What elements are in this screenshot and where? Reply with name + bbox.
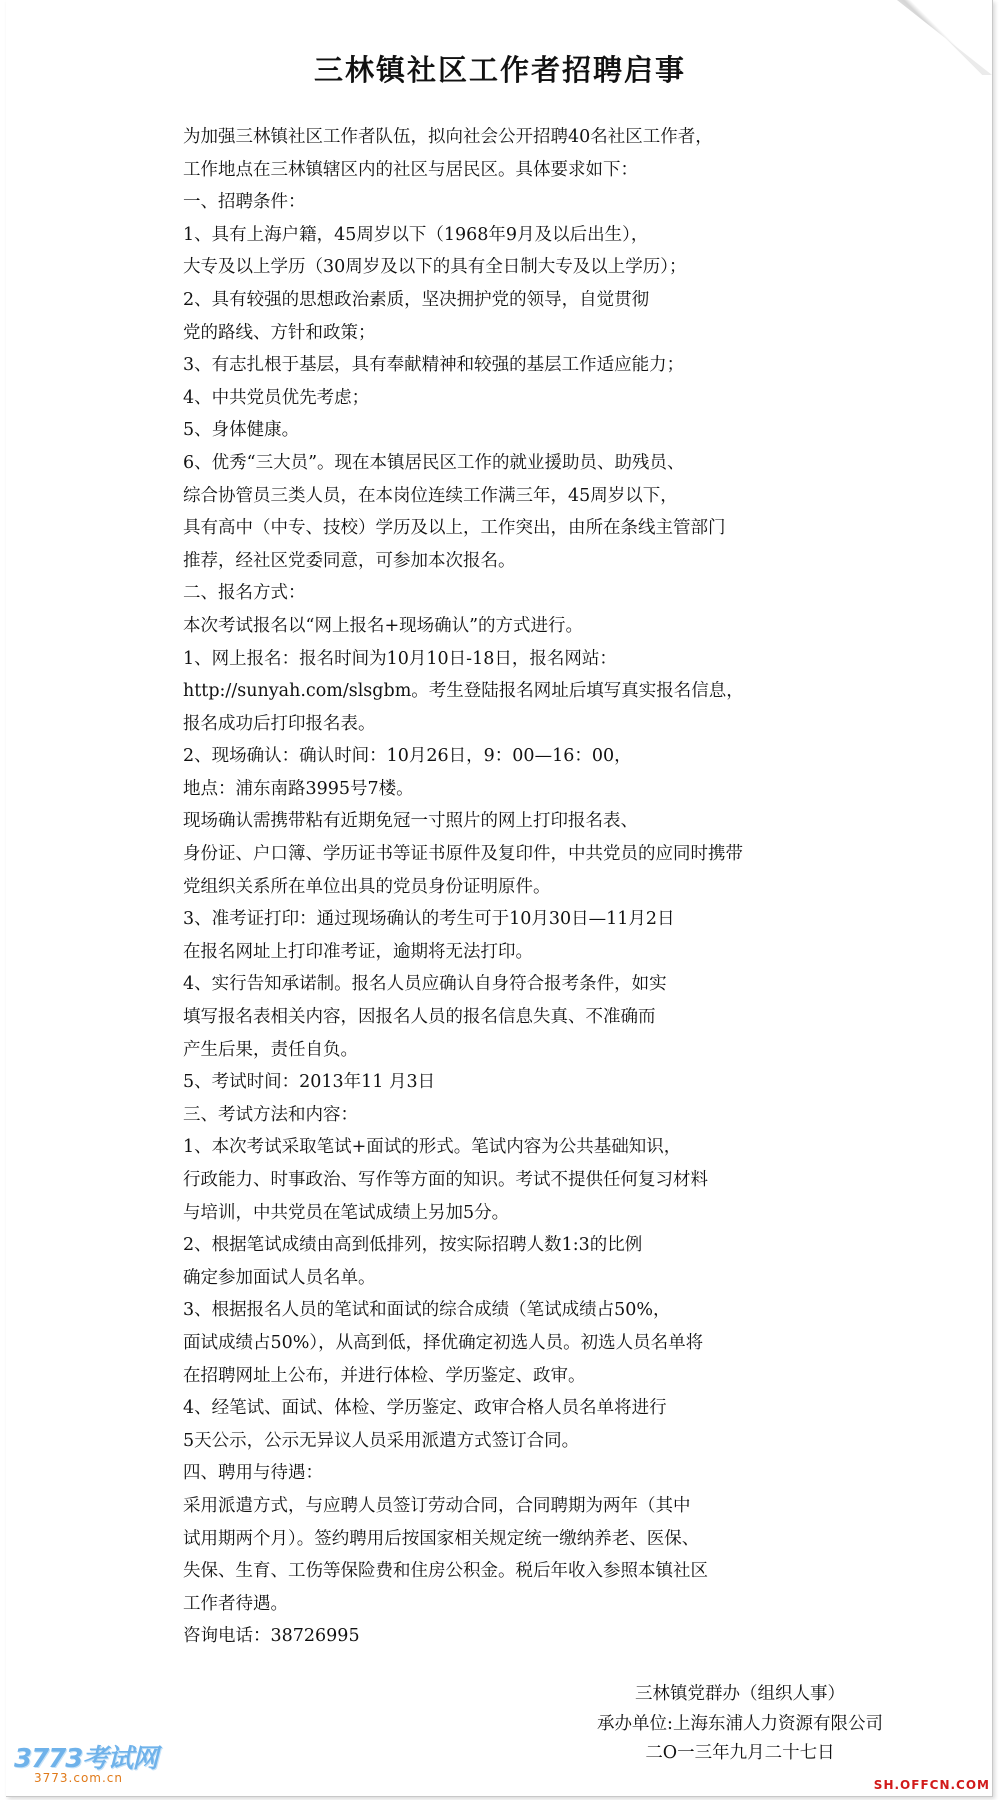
body-line: 工作者待遇。 xyxy=(183,1593,288,1614)
body-line: 试用期两个月）。签约聘用后按国家相关规定统一缴纳养老、医保、 xyxy=(183,1528,700,1549)
body-line: 党的路线、方针和政策； xyxy=(183,322,376,343)
body-line: 党组织关系所在单位出具的党员身份证明原件。 xyxy=(183,876,551,897)
watermark-offcn: SH.OFFCN.COM xyxy=(873,1778,990,1792)
body-line: 咨询电话：38726995 xyxy=(183,1626,360,1647)
body-line: 行政能力、时事政治、写作等方面的知识。考试不提供任何复习材料 xyxy=(183,1170,708,1190)
body-line: 1、网上报名：报名时间为10月10日-18日，报名网站： xyxy=(183,648,617,669)
body-line: 具有高中（中专、技校）学历及以上，工作突出，由所在条线主管部门 xyxy=(183,518,726,539)
body-line: 综合协管员三类人员，在本岗位连续工作满三年，45周岁以下， xyxy=(183,485,678,506)
body-line: 5、考试时间：2013年11 月3日 xyxy=(183,1072,436,1093)
document-body xyxy=(183,121,963,1653)
body-line: 面试成绩占50%），从高到低，择优确定初选人员。初选人员名单将 xyxy=(183,1332,704,1353)
body-line: 2、具有较强的思想政治素质，坚决拥护党的领导，自觉贯彻 xyxy=(183,289,650,310)
body-line: 3、准考证打印：通过现场确认的考生可于10月30日—11月2日 xyxy=(183,909,675,930)
body-line: 6、优秀“三大员”。现在本镇居民区工作的就业援助员、助残员、 xyxy=(183,452,685,473)
body-line: 4、中共党员优先考虑； xyxy=(183,387,370,408)
signature-block xyxy=(540,1680,940,1769)
body-line: 4、实行告知承诺制。报名人员应确认自身符合报考条件，如实 xyxy=(183,974,667,995)
body-line: 3、有志扎根于基层，具有奉献精神和较强的基层工作适应能力； xyxy=(183,355,685,376)
body-line: 5天公示，公示无异议人员采用派遣方式签订合同。 xyxy=(183,1430,580,1451)
body-line: 二、报名方式： xyxy=(183,583,306,604)
body-line: http://sunyah.com/slsgbm。考生登陆报名网址后填写真实报名信息， xyxy=(183,681,744,702)
body-line: 报名成功后打印报名表。 xyxy=(183,713,376,734)
body-line: 4、经笔试、面试、体检、学历鉴定、政审合格人员名单将进行 xyxy=(183,1398,667,1419)
body-line: 确定参加面试人员名单。 xyxy=(183,1267,376,1288)
body-line: 填写报名表相关内容，因报名人员的报名信息失真、不准确而 xyxy=(183,1007,656,1028)
signature-host: 承办单位:上海东浦人力资源有限公司 xyxy=(597,1713,883,1734)
body-line: 四、聘用与待遇： xyxy=(183,1463,323,1484)
body-line: 地点：浦东南路3995号7楼。 xyxy=(183,778,414,799)
body-line: 推荐，经社区党委同意，可参加本次报名。 xyxy=(183,550,516,571)
body-line: 现场确认需携带粘有近期免冠一寸照片的网上打印报名表、 xyxy=(183,811,638,832)
body-line: 大专及以上学历（30周岁及以下的具有全日制大专及以上学历）； xyxy=(183,257,687,278)
body-line: 产生后果，责任自负。 xyxy=(183,1039,358,1060)
body-line: 2、根据笔试成绩由高到低排列，按实际招聘人数1:3的比例 xyxy=(183,1235,643,1256)
watermark-3773-url: 3773.com.cn xyxy=(34,1771,123,1785)
body-line: 本次考试报名以“网上报名+现场确认”的方式进行。 xyxy=(183,615,584,636)
body-line: 一、招聘条件： xyxy=(183,192,306,213)
body-line: 3、根据报名人员的笔试和面试的综合成绩（笔试成绩占50%， xyxy=(183,1300,671,1321)
watermark-3773 xyxy=(14,1738,157,1785)
body-line: 1、具有上海户籍，45周岁以下（1968年9月及以后出生）， xyxy=(183,224,649,245)
body-line: 在招聘网址上公布，并进行体检、学历鉴定、政审。 xyxy=(183,1365,586,1386)
body-line: 为加强三林镇社区工作者队伍，拟向社会公开招聘40名社区工作者， xyxy=(183,127,713,147)
body-line: 1、本次考试采取笔试+面试的形式。笔试内容为公共基础知识， xyxy=(183,1137,682,1158)
document-title: 三林镇社区工作者招聘启事 xyxy=(313,53,686,87)
body-line: 身份证、户口簿、学历证书等证书原件及复印件，中共党员的应同时携带 xyxy=(183,844,743,865)
watermark-3773-logo: 3773考试网 xyxy=(14,1744,158,1774)
body-line: 5、身体健康。 xyxy=(183,420,300,441)
body-line: 2、现场确认：确认时间：10月26日，9：00—16：00， xyxy=(183,746,632,767)
body-line: 采用派遣方式，与应聘人员签订劳动合同，合同聘期为两年（其中 xyxy=(183,1495,691,1516)
body-line: 与培训，中共党员在笔试成绩上另加5分。 xyxy=(183,1202,510,1223)
body-line: 三、考试方法和内容： xyxy=(183,1104,358,1125)
signature-org: 三林镇党群办（组织人事） xyxy=(635,1684,845,1704)
body-line: 工作地点在三林镇辖区内的社区与居民区。具体要求如下： xyxy=(183,159,638,180)
signature-date: 二O一三年九月二十七日 xyxy=(645,1743,835,1763)
body-line: 在报名网址上打印准考证，逾期将无法打印。 xyxy=(183,941,533,962)
body-line: 失保、生育、工伤等保险费和住房公积金。税后年收入参照本镇社区 xyxy=(183,1561,708,1582)
